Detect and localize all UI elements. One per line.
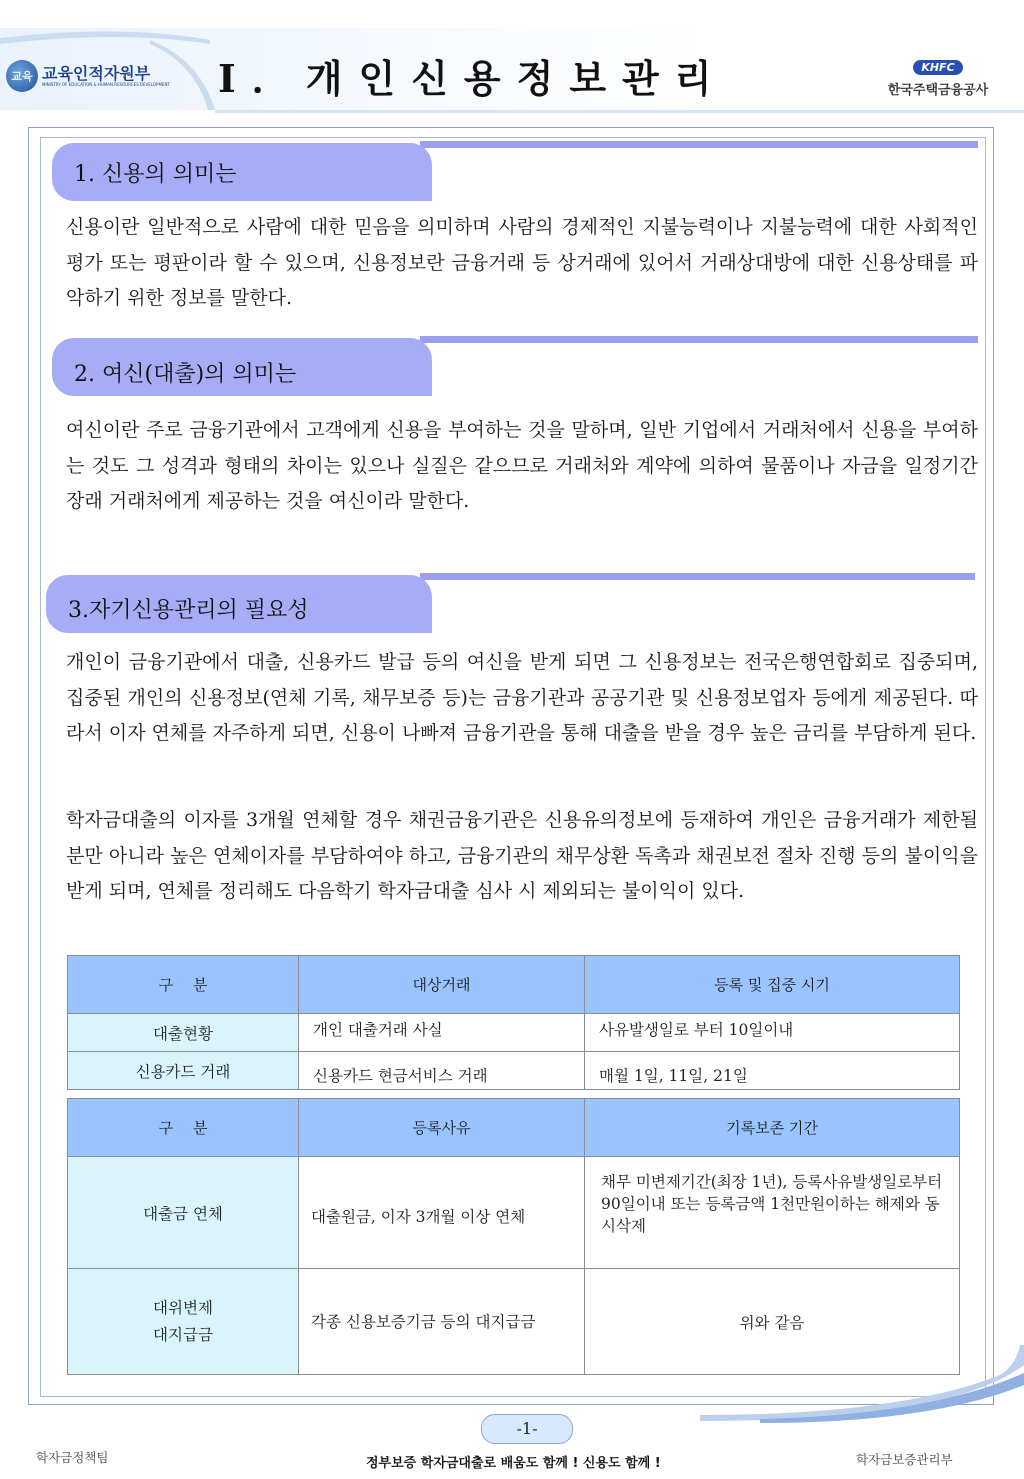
- table-row: [68, 1014, 960, 1052]
- table-header-cell: 구 분: [68, 1099, 299, 1157]
- table-cell: 대출원금, 이자 3개월 이상 연체: [299, 1157, 585, 1269]
- footer-right-text: 학자금보증관리부: [856, 1452, 953, 1467]
- table-header-row: [68, 956, 960, 1014]
- registration-table: [67, 955, 960, 1090]
- table-cell-label: 대출현황: [68, 1014, 299, 1052]
- section-1-title: 1. 신용의 의미는: [74, 162, 237, 187]
- section-2-title: 2. 여신(대출)의 의미는: [74, 362, 297, 387]
- footer-left-text: 학자금정책팀: [36, 1450, 109, 1465]
- ministry-emblem-icon: 교육: [6, 60, 38, 92]
- khfc-mark: KHFC: [913, 60, 962, 75]
- table-row: [68, 1157, 960, 1269]
- khfc-name: 한국주택금융공사: [887, 83, 989, 98]
- footer-wave-decoration: [700, 1345, 1024, 1423]
- table-cell-label: 신용카드 거래: [68, 1052, 299, 1090]
- table-header-cell: 구 분: [68, 956, 299, 1014]
- table-header-cell: 등록 및 집중 시기: [585, 956, 960, 1014]
- section-3-title: 3.자기신용관리의 필요성: [68, 598, 309, 623]
- table-row: [68, 1052, 960, 1090]
- table-header-cell: 대상거래: [299, 956, 585, 1014]
- table-cell: 채무 미변제기간(최장 1년), 등록사유발생일로부터 90일이내 또는 등록금액 1천만원이하는 해제와 동시삭제: [585, 1157, 960, 1269]
- section-3-paragraph-1: 개인이 금융기관에서 대출, 신용카드 발급 등의 여신을 받게 되면 그 신용정보는 전국은행연합회로 집중되며, 집중된 개인의 신용정보(연체 기록, 채무보증 등)는 금융기관과 공공기관 및 신용정보업자 등에게 제공된다. 따라서 이자 연체를 자주하게 되면, 신용이 나빠져 금융기관을 통해 대출을 받을 경우 높은 금리를 부담하게 된다.: [66, 651, 978, 744]
- ministry-name: 교육인적자원부: [42, 63, 151, 83]
- khfc-logo: [868, 56, 1008, 100]
- section-2-paragraph: 여신이란 주로 금융기관에서 고객에게 신용을 부여하는 것을 말하며, 일반 기업에서 거래처에서 신용을 부여하는 것도 그 성격과 형태의 차이는 있으나 실질은 같으므로 거래처와 계약에 의하여 물품이나 자금을 일정기간 장래 거래처에게 제공하는 것을 여신이라 말한다.: [66, 419, 978, 512]
- table-cell-label: 대위변제 대지급금: [68, 1269, 299, 1375]
- table-header-row: [68, 1099, 960, 1157]
- table-header-cell: 등록사유: [299, 1099, 585, 1157]
- section-3-rule: [420, 573, 975, 580]
- section-3-paragraph-2: 학자금대출의 이자를 3개월 연체할 경우 채권금융기관은 신용유의정보에 등재하여 개인은 금융거래가 제한될 분만 아니라 높은 연체이자를 부담하여야 하고, 금융기관의 채무상환 독촉과 채권보전 절차 진행 등의 불이익을 받게 되며, 연체를 정리해도 다음학기 학자금대출 심사 시 제외되는 불이익이 있다.: [66, 809, 978, 902]
- page-number: -1-: [481, 1414, 573, 1444]
- table-cell: 위와 같음: [585, 1269, 960, 1375]
- table-cell: 각종 신용보증기금 등의 대지급금: [299, 1269, 585, 1375]
- footer-slogan: 정부보증 학자금대출로 배움도 함께 ! 신용도 함께 !: [366, 1456, 661, 1471]
- table-cell: 매월 1일, 11일, 21일: [585, 1052, 960, 1090]
- table-cell-label: 대출금 연체: [68, 1157, 299, 1269]
- section-1-rule: [420, 141, 978, 148]
- retention-table: [67, 1098, 960, 1375]
- table-cell: 개인 대출거래 사실: [299, 1014, 585, 1052]
- table-cell: 사유발생일로 부터 10일이내: [585, 1014, 960, 1052]
- page-title: Ⅰ．개인신용정보관리: [218, 56, 728, 101]
- section-2-rule: [420, 336, 978, 343]
- table-cell: 신용카드 현금서비스 거래: [299, 1052, 585, 1090]
- ministry-subtitle: MINISTRY OF EDUCATION & HUMAN RESOURCES DEVELOPMENT: [42, 81, 170, 87]
- ministry-logo: [6, 58, 170, 94]
- section-1-paragraph: 신용이란 일반적으로 사람에 대한 믿음을 의미하며 사람의 경제적인 지불능력이나 지불능력에 대한 사회적인 평가 또는 평판이라 할 수 있으며, 신용정보란 금융거래 등 상거래에 있어서 거래상대방에 대한 신용상태를 파악하기 위한 정보를 말한다.: [66, 216, 978, 309]
- table-header-cell: 기록보존 기간: [585, 1099, 960, 1157]
